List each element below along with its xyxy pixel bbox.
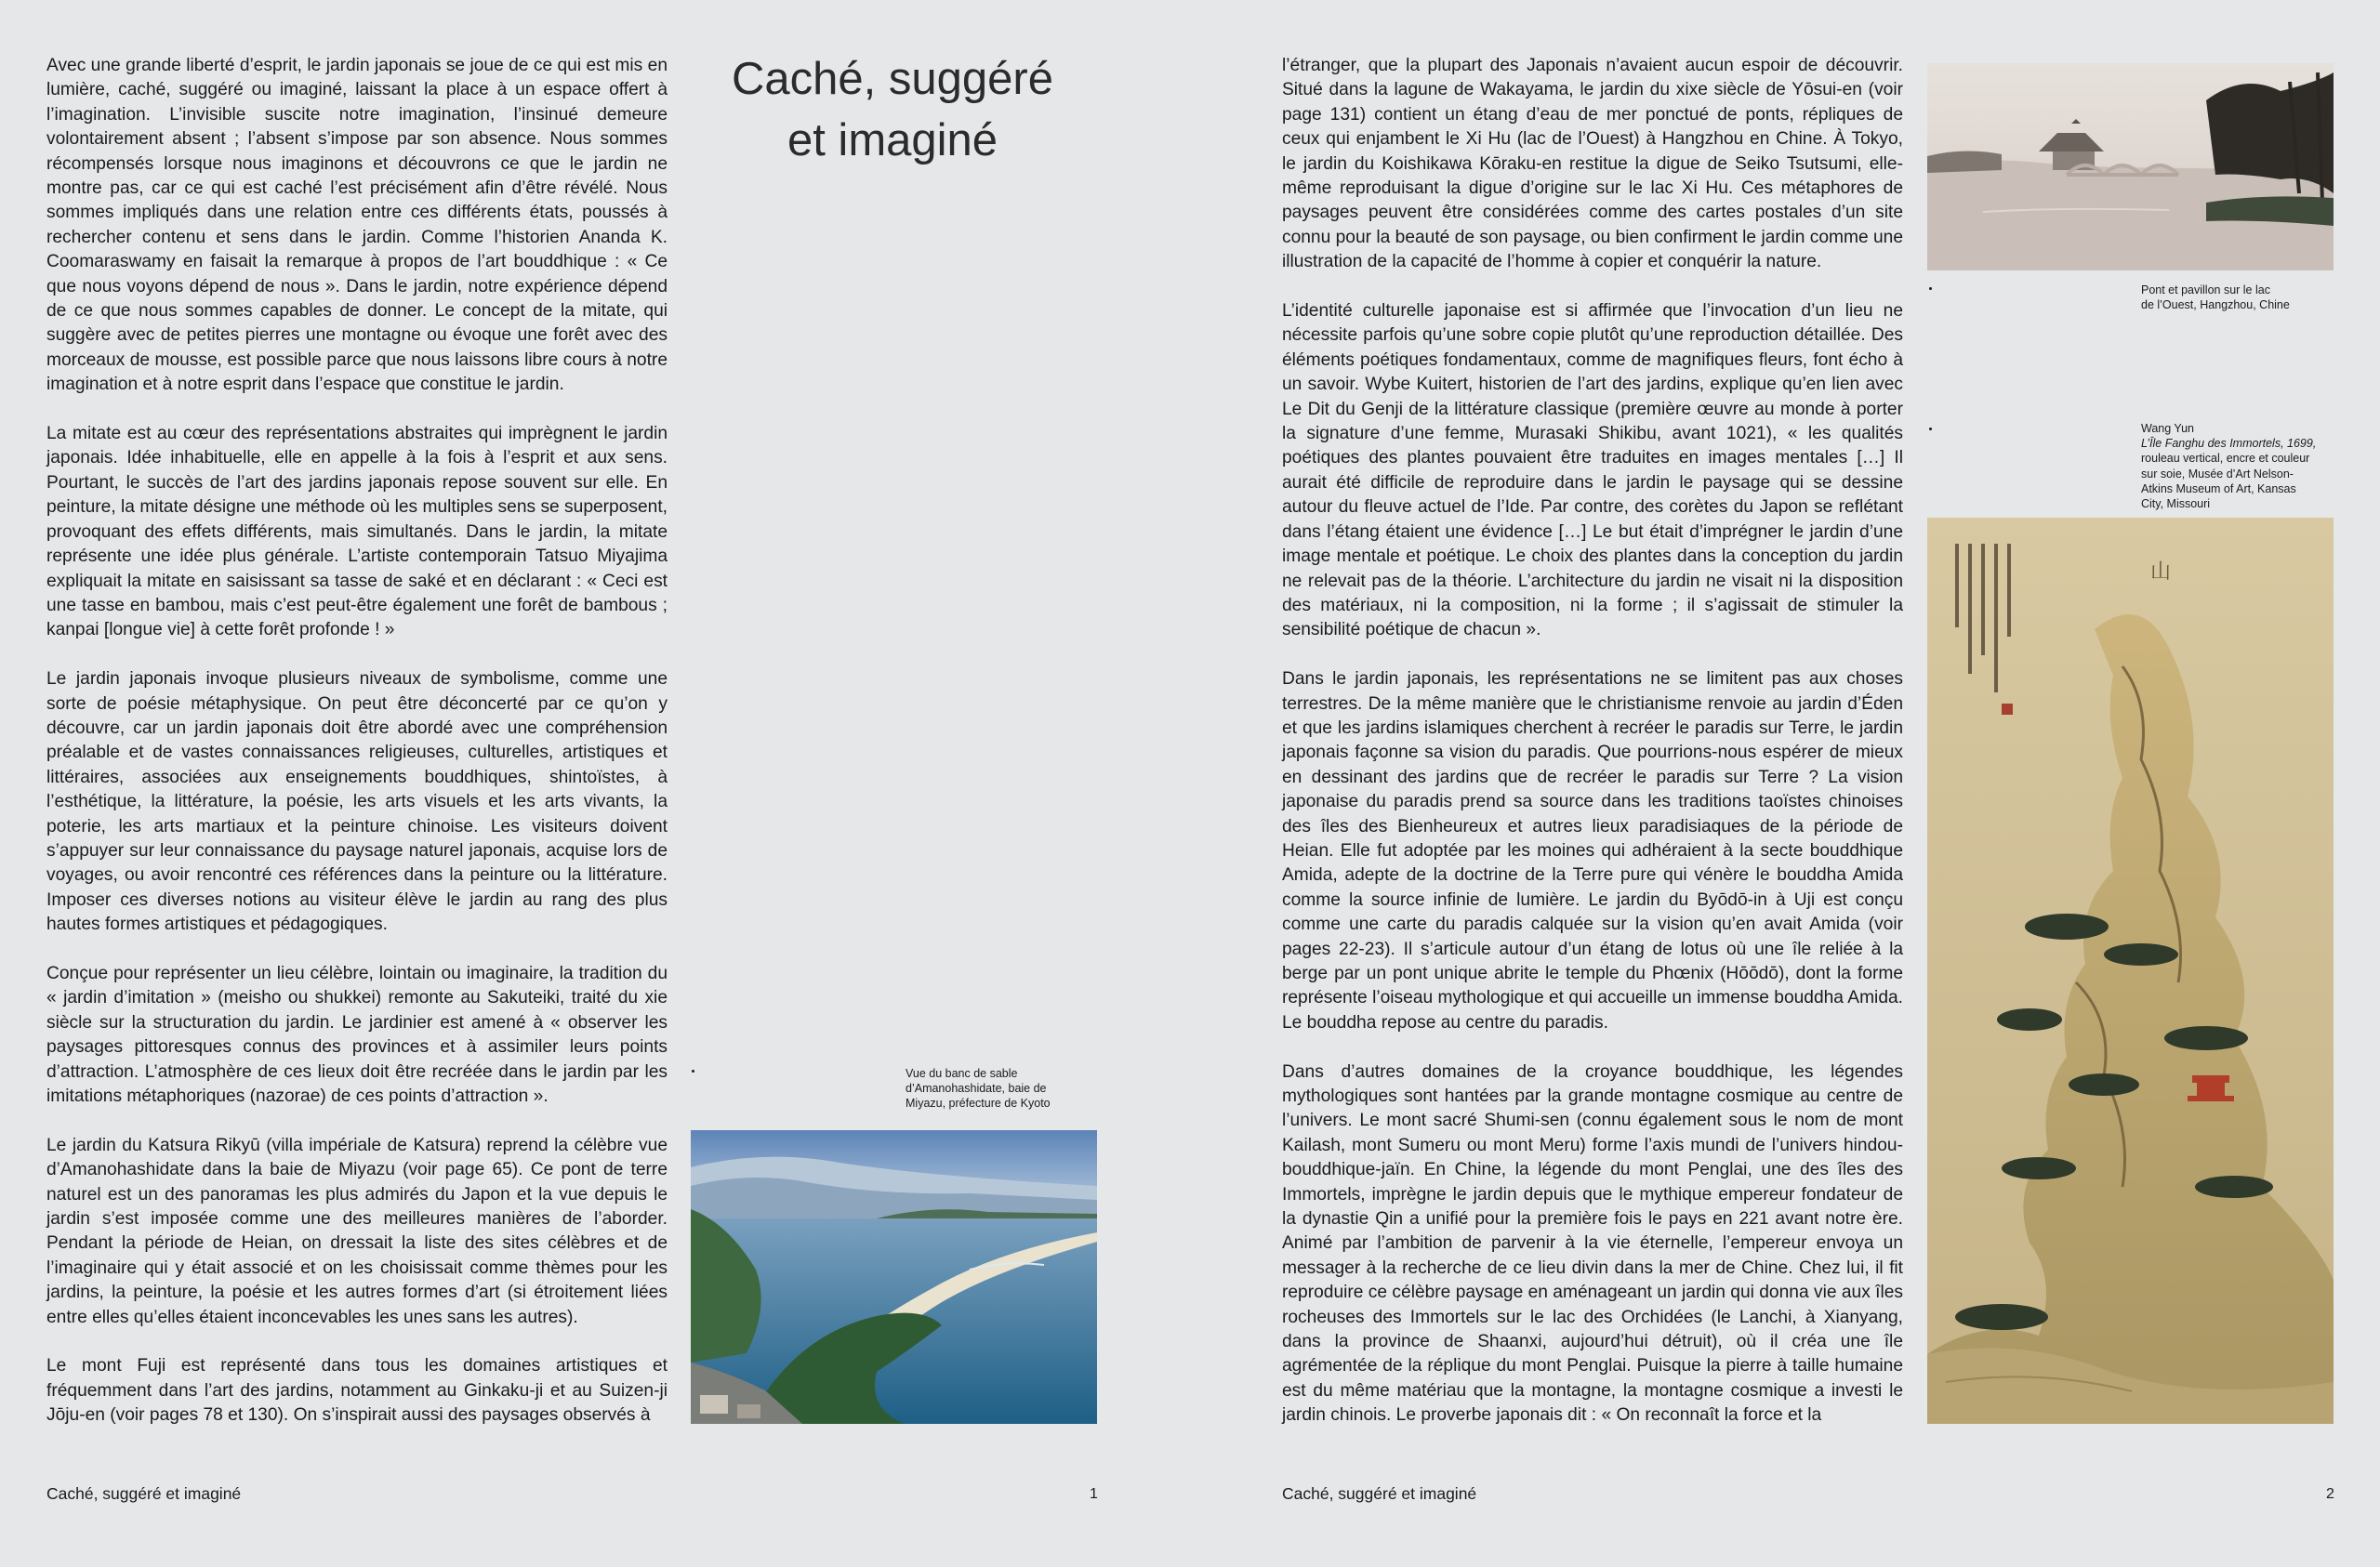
paragraph: Avec une grande liberté d’esprit, le jardin japonais se joue de ce qui est mis en lumière, caché, suggéré ou imaginé, laissant la place à un espace offert à l’imagination. L’invisible suscite notre imagination, l’insinué demeure volontairement absent ; l’absent s’impose par son absence. Nous sommes récompensés lorsque nous imaginons et découvrons ce que le jardin ne montre pas, car ce qui est caché l’est précisément afin d’être révélé. Nous sommes impliqués dans une relation entre ces différents états, poussés à rechercher contenu et sens dans le jardin. Comme l’historien Ananda K. Coomaraswamy en faisait la remarque à propos de l’art bouddhique : « Ce que nous voyons dépend de nous ». Dans le jardin, notre expérience dépend de ce que nous sommes capables de donner. Le concept de la mitate, qui suggère avec de petites pierres une montagne ou évoque une forêt avec des morceaux de mousse, est possible parce que nous laissons libre cours à notre imagination et à notre esprit dans l’espace que constitue le jardin. bbox=[46, 56, 668, 395]
left-page-number: 1 bbox=[1090, 1486, 1098, 1502]
painting-caption bbox=[2141, 421, 2336, 511]
right-body-text bbox=[1282, 54, 1903, 1429]
photo-caption-west-lake bbox=[2141, 283, 2336, 312]
paragraph: Dans le jardin japonais, les représentations ne se limitent pas aux choses terrestres. De la même manière que le christianisme renvoie au jardin d’Éden et que les jardins islamiques cherchent à recréer le paradis sur Terre, le jardin japonais façonne sa vision du paradis. Que pourrions-nous espérer de mieux en dessinant des jardins que de recréer le paradis sur Terre ? La vision japonaise du paradis prend sa source dans les traditions taoïstes chinoises des îles des Bienheureux et autres lieux paradisiaques de la période de Heian. Elle fut adoptée par les moines qui adhéraient à la secte bouddhique Amida, adepte de la doctrine de la Terre pure qui vénère le bouddha Amida comme la source infinie de lumière. Le jardin du Byōdō-in à Uji est conçu comme une carte du paradis calquée sur la vision qu’en avait Amida (voir pages 22-23). Il s’articule autour d’un étang de lotus où une île reliée à la berge par un pont unique abrite le temple du Phœnix (Hōōdō), dont la forme représente l’oiseau mythologique et qui accueille un immense bouddha Amida. Le bouddha repose au centre du paradis. bbox=[1282, 669, 1903, 1033]
caption-line: Pont et pavillon sur le lac bbox=[2141, 283, 2270, 296]
right-footer-title: Caché, suggéré et imaginé bbox=[1282, 1484, 1477, 1503]
caption-line: City, Missouri bbox=[2141, 497, 2211, 511]
paragraph: La mitate est au cœur des représentations abstraites qui imprègnent le jardin japonais. Idée inhabituelle, elle en appelle à la fois à l’esprit et aux sens. Pourtant, le succès de l’art des jardins japonais repose souvent sur elle. En peinture, la mitate désigne une méthode où les multiples sens se superposent, provoquant des effets différents, mais simultanés. Dans le jardin, la mitate représente une idée plus générale. L’artiste contemporain Tatsuo Miyajima expliquait la mitate en saisissant sa tasse de saké et en déclarant : « Ceci est une tasse en bambou, mais c’est peut-être également une forêt de bambous ; kanpai [longue vie] à cette forêt profonde ! » bbox=[46, 424, 668, 640]
svg-text:⼭: ⼭ bbox=[2150, 560, 2172, 584]
paragraph: l’étranger, que la plupart des Japonais n’avaient aucun espoir de découvrir. Situé dans la lagune de Wakayama, le jardin du xixe siècle de Yōsui-en (voir page 131) contient un étang d’eau de mer ponctué de ponts, répliques de ceux qui enjambent le Xi Hu (lac de l’Ouest) à Hangzhou en Chine. À Tokyo, le jardin du Koishikawa Kōraku-en restitue la digue de Seiko Tsutsumi, elle-même reproduisant la digue d’origine sur le lac Xi Hu. Ces métaphores de paysages peuvent être considérées comme des cartes postales d’un site connu pour la beauté de son paysage, ou bien confirment le jardin comme une illustration de la capacité de l’homme à copier et conquérir la nature. bbox=[1282, 56, 1903, 272]
paragraph: Le jardin japonais invoque plusieurs niveaux de symbolisme, comme une sorte de poésie métaphysique. On peut être déconcerté par ce qu’on y découvre, car un jardin japonais doit être abordé avec une compréhension préalable et de vastes connaissances religieuses, culturelles, artistiques et littéraires, associées aux enseignements bouddhiques, shintoïstes, à l’esthétique, la littérature, la poésie, les arts visuels et les arts vivants, la poterie, les arts martiaux et la peinture chinoise. Les visiteurs doivent s’appuyer sur leur connaissance du paysage naturel japonais, acquise lors de voyages, ou avoir rencontré ces références dans la peinture ou la littérature. Imposer ces diverses notions au visiteur élève le jardin au rang des plus hautes formes artistiques et pédagogiques. bbox=[46, 669, 668, 935]
chapter-title: Caché, suggéré et imaginé bbox=[732, 54, 1053, 165]
caption-line: Miyazu, préfecture de Kyoto bbox=[906, 1097, 1051, 1111]
paragraph: Dans d’autres domaines de la croyance bouddhique, les légendes mythologiques sont hantées par la grande montagne cosmique au centre de l’univers. Le mont sacré Shumi-sen (connu également sous le nom de mont Kailash, mont Sumeru ou mont Meru) forme l’axis mundi de l’univers hindou-bouddhique-jaïn. En Chine, la légende du mont Penglai, une des îles des Immortels, imprègne le jardin depuis que le mythique empereur fondateur de la dynastie Qin a unifié pour la première fois le pays en 221 avant notre ère. Animé par l’ambition de parvenir à la vie éternelle, l’empereur envoya un messager à la recherche de ce lieu divin dans la mer de Chine. Chez lui, il fit reproduire ce célèbre paysage en aménageant un jardin qui donna vie aux îles rocheuses des Immortels sur le lac des Orchidées (le Lanchi, à Xianyang, dans la province de Shaanxi, aujourd’hui détruit), où il créa une île agrémentée de la réplique du mont Penglai. Puisque la pierre à taille humaine est du même matériau que la montagne, la montagne cosmique a investi le jardin chinois. Le proverbe japonais dit : « On reconnaît la force et la bbox=[1282, 1061, 1903, 1426]
paragraph: L’identité culturelle japonaise est si affirmée que l’invocation d’un lieu ne nécessite parfois qu’une sobre copie plutôt qu’une reproduction détaillée. Des éléments poétiques fondamentaux, comme de magnifiques fleurs, font écho à un savoir. Wybe Kuitert, historien de l’art des jardins, explique qu’en lien avec Le Dit du Genji de la littérature classique (première œuvre au monde à porter la signature d’une femme, Murasaki Shikibu, avant 1021), « les qualités poétiques des plantes pouvaient être traduites en images mentales […] Il aurait été difficile de reproduire dans le jardin le paysage qui se dessine autour du fleuve actuel de l’Ide. Par contre, des corètes du Japon se reflétant dans l’étang étaient une évidence […] Le but était d’imprégner le jardin d’une image mentale et poétique. Le choix des plantes dans la conception du jardin ne relevait pas de la théorie. L’architecture du jardin ne visait ni la disposition des matériaux, ni la composition, ni la forme ; il s’agissait de stimuler la sensibilité poétique de chacun ». bbox=[1282, 301, 1903, 640]
photo-amanohashidate bbox=[691, 1130, 1097, 1424]
caption-bullet bbox=[692, 1070, 694, 1073]
caption-line: rouleau vertical, encre et couleur bbox=[2141, 452, 2310, 466]
caption-line: sur soie, Musée d’Art Nelson- bbox=[2141, 467, 2294, 481]
caption-line: d’Amanohashidate, baie de bbox=[906, 1082, 1047, 1096]
caption-line: de l’Ouest, Hangzhou, Chine bbox=[2141, 298, 2290, 312]
right-page-number: 2 bbox=[2326, 1486, 2334, 1502]
caption-line: L’Île Fanghu des Immortels, 1699, bbox=[2141, 437, 2317, 451]
paragraph: Le jardin du Katsura Rikyū (villa impériale de Katsura) reprend la célèbre vue d’Amanohashidate dans la baie de Miyazu (voir page 65). Ce pont de terre naturel est un des panoramas les plus admirés du Japon et la vue depuis le jardin s’est imposée comme une des meilleures manières de l’aborder. Pendant la période de Heian, on dressait la liste des sites célèbres et de l’imaginaire qui y était associé et on les choisissait comme thèmes pour les jardins, la peinture, la poésie et les autres formes d’art (si étroitement liées entre elles qu’elles étaient inconcevables les unes sans les autres). bbox=[46, 1135, 668, 1327]
caption-bullet bbox=[1929, 287, 1932, 290]
photo-west-lake-bridge bbox=[1927, 63, 2334, 270]
left-body-text bbox=[46, 54, 668, 1429]
caption-bullet bbox=[1929, 428, 1932, 430]
photo-caption-amanohashidate bbox=[906, 1066, 1091, 1112]
paragraph: Le mont Fuji est représenté dans tous les domaines artistiques et fréquemment dans l’art des jardins, notamment au Ginkaku-ji et au Suizen-ji Jōju-en (voir pages 78 et 130). On s’inspirait aussi des paysages observés à bbox=[46, 1356, 668, 1426]
left-footer-title: Caché, suggéré et imaginé bbox=[46, 1484, 242, 1503]
caption-line: Vue du banc de sable bbox=[906, 1067, 1018, 1080]
painting-fanghu-island bbox=[1927, 518, 2334, 1424]
caption-line: Atkins Museum of Art, Kansas bbox=[2141, 481, 2296, 495]
paragraph: Conçue pour représenter un lieu célèbre, lointain ou imaginaire, la tradition du « jardin d’imitation » (meisho ou shukkei) remonte au Sakuteiki, traité du xie siècle sur la structuration du jardin. Le jardinier est amené à « observer les paysages pittoresques connus des provinces et à assimiler leurs points d’attraction. L’atmosphère de ces lieux doit être recréée dans le jardin par les imitations métaphoriques (nazorae) de ces points d’attraction ». bbox=[46, 963, 668, 1107]
caption-line: Wang Yun bbox=[2141, 422, 2194, 435]
